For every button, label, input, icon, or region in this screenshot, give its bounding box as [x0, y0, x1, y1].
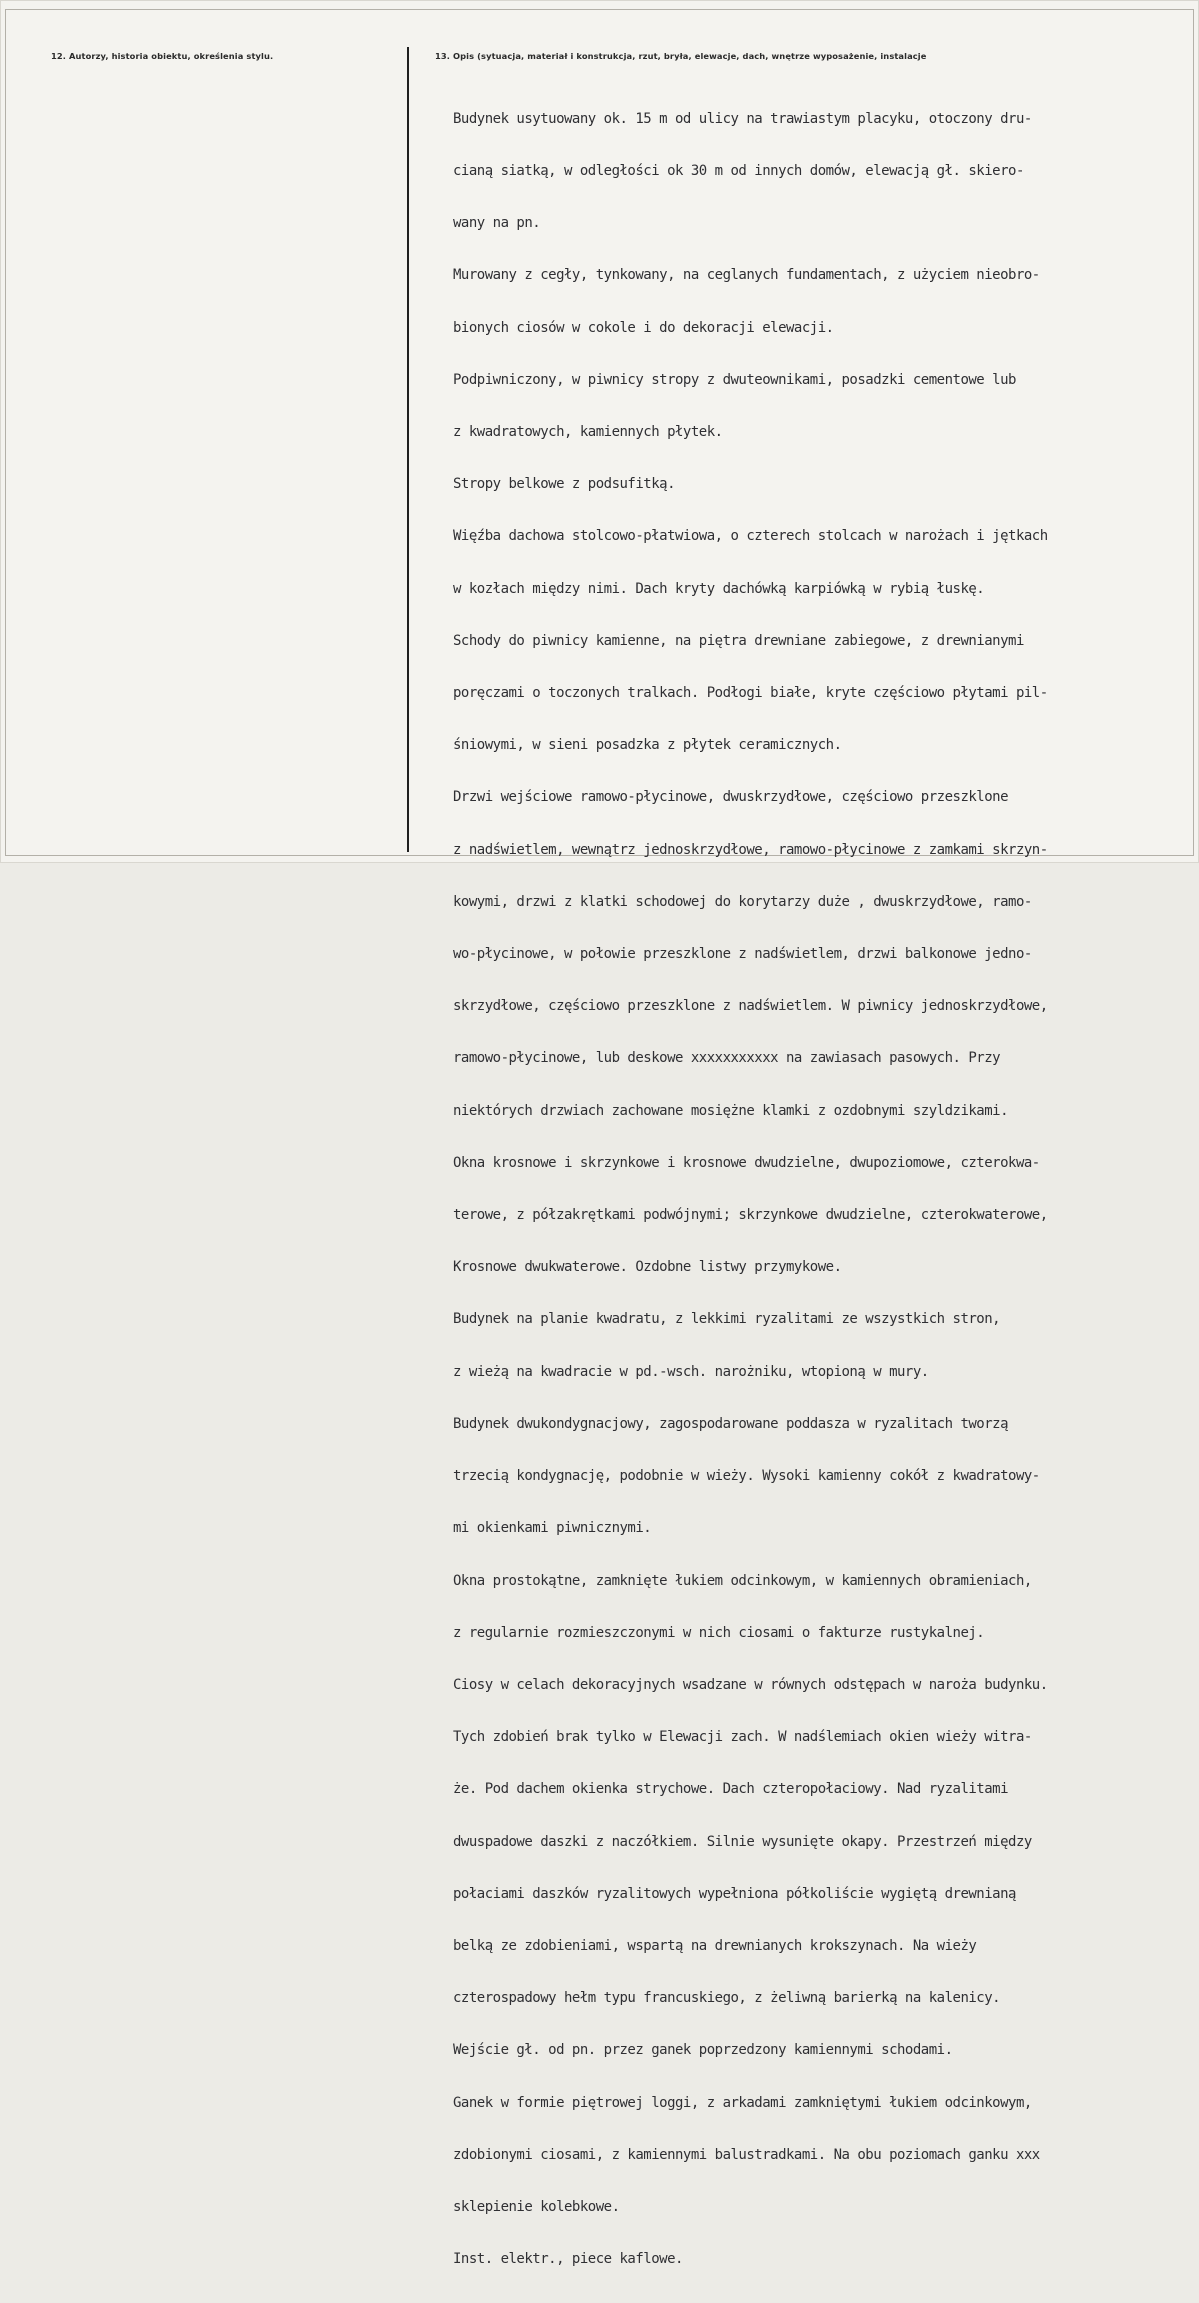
description-line: z wieżą na kwadracie w pd.-wsch. narożniku, wtopioną w mury.	[453, 1363, 929, 1380]
description-line: poręczami o toczonych tralkach. Podłogi białe, kryte częściowo płytami pil-	[453, 685, 1048, 702]
description-line: Inst. elektr., piece kaflowe.	[453, 2251, 683, 2268]
description-text	[453, 76, 1198, 2303]
description-line: mi okienkami piwnicznymi.	[453, 1520, 652, 1537]
description-line: Wejście gł. od pn. przez ganek poprzedzony kamiennymi schodami.	[453, 2042, 953, 2059]
description-line: ramowo-płycinowe, lub deskowe xxxxxxxxxxx na zawiasach pasowych. Przy	[453, 1050, 1001, 1067]
description-line: połaciami daszków ryzalitowych wypełniona półkoliście wygiętą drewnianą	[453, 1885, 1016, 1902]
description-line: że. Pod dachem okienka strychowe. Dach czteropołaciowy. Nad ryzalitami	[453, 1781, 1009, 1798]
description-line: Ciosy w celach dekoracyjnych wsadzane w równych odstępach w naroża budynku.	[453, 1676, 1048, 1693]
description-line: z kwadratowych, kamiennych płytek.	[453, 424, 723, 441]
description-line: Tych zdobień brak tylko w Elewacji zach. W nadślemiach okien wieży witra-	[453, 1729, 1032, 1746]
column-divider	[407, 47, 409, 852]
description-line: bionych ciosów w cokole i do dekoracji elewacji.	[453, 319, 834, 336]
description-line: skrzydłowe, częściowo przeszklone z nadświetlem. W piwnicy jednoskrzydłowe,	[453, 998, 1048, 1015]
description-line: niektórych drzwiach zachowane mosiężne klamki z ozdobnymi szyldzikami.	[453, 1102, 1009, 1119]
section-13-header: 13. Opis (sytuacja, materiał i konstrukcja, rzut, bryła, elewacje, dach, wnętrze wyposażenie, instalacje	[435, 51, 927, 61]
description-line: śniowymi, w sieni posadzka z płytek ceramicznych.	[453, 737, 842, 754]
description-line: w kozłach między nimi. Dach kryty dachówką karpiówką w rybią łuskę.	[453, 580, 985, 597]
description-line: belką ze zdobieniami, wspartą na drewnianych krokszynach. Na wieży	[453, 1937, 977, 1954]
section-12-header: 12. Autorzy, historia obiektu, określenia stylu.	[51, 51, 274, 61]
description-line: Krosnowe dwukwaterowe. Ozdobne listwy przymykowe.	[453, 1259, 842, 1276]
description-line: Podpiwniczony, w piwnicy stropy z dwuteownikami, posadzki cementowe lub	[453, 371, 1016, 388]
description-line: Schody do piwnicy kamienne, na piętra drewniane zabiegowe, z drewnianymi	[453, 632, 1024, 649]
description-line: Budynek dwukondygnacjowy, zagospodarowane poddasza w ryzalitach tworzą	[453, 1415, 1009, 1432]
description-line: Ganek w formie piętrowej loggi, z arkadami zamkniętymi łukiem odcinkowym,	[453, 2094, 1032, 2111]
description-line: z regularnie rozmieszczonymi w nich ciosami o fakturze rustykalnej.	[453, 1624, 985, 1641]
description-line: kowymi, drzwi z klatki schodowej do korytarzy duże , dwuskrzydłowe, ramo-	[453, 893, 1032, 910]
description-line: cianą siatką, w odległości ok 30 m od innych domów, elewacją gł. skiero-	[453, 163, 1024, 180]
description-line: czterospadowy hełm typu francuskiego, z żeliwną barierką na kalenicy.	[453, 1990, 1001, 2007]
description-line: wany na pn.	[453, 215, 541, 232]
description-line: Stropy belkowe z podsufitką.	[453, 476, 676, 493]
description-line: Drzwi wejściowe ramowo-płycinowe, dwuskrzydłowe, częściowo przeszklone	[453, 789, 1009, 806]
description-line: terowe, z półzakrętkami podwójnymi; skrzynkowe dwudzielne, czterokwaterowe,	[453, 1207, 1048, 1224]
description-line: wo-płycinowe, w połowie przeszklone z nadświetlem, drzwi balkonowe jedno-	[453, 946, 1032, 963]
description-line: Okna krosnowe i skrzynkowe i krosnowe dwudzielne, dwupoziomowe, czterokwa-	[453, 1154, 1040, 1171]
description-line: zdobionymi ciosami, z kamiennymi balustradkami. Na obu poziomach ganku xxx	[453, 2146, 1040, 2163]
description-line: dwuspadowe daszki z naczółkiem. Silnie wysunięte okapy. Przestrzeń między	[453, 1833, 1032, 1850]
description-line: sklepienie kolebkowe.	[453, 2198, 620, 2215]
description-line: trzecią kondygnację, podobnie w wieży. Wysoki kamienny cokół z kwadratowy-	[453, 1468, 1040, 1485]
description-line: Murowany z cegły, tynkowany, na ceglanych fundamentach, z użyciem nieobro-	[453, 267, 1040, 284]
description-line: Budynek na planie kwadratu, z lekkimi ryzalitami ze wszystkich stron,	[453, 1311, 1001, 1328]
description-line: Okna prostokątne, zamknięte łukiem odcinkowym, w kamiennych obramieniach,	[453, 1572, 1032, 1589]
description-line: Więźba dachowa stolcowo-płatwiowa, o czterech stolcach w narożach i jętkach	[453, 528, 1048, 545]
description-line: Budynek usytuowany ok. 15 m od ulicy na trawiastym placyku, otoczony dru-	[453, 110, 1032, 127]
description-line: z nadświetlem, wewnątrz jednoskrzydłowe, ramowo-płycinowe z zamkami skrzyn-	[453, 841, 1048, 858]
